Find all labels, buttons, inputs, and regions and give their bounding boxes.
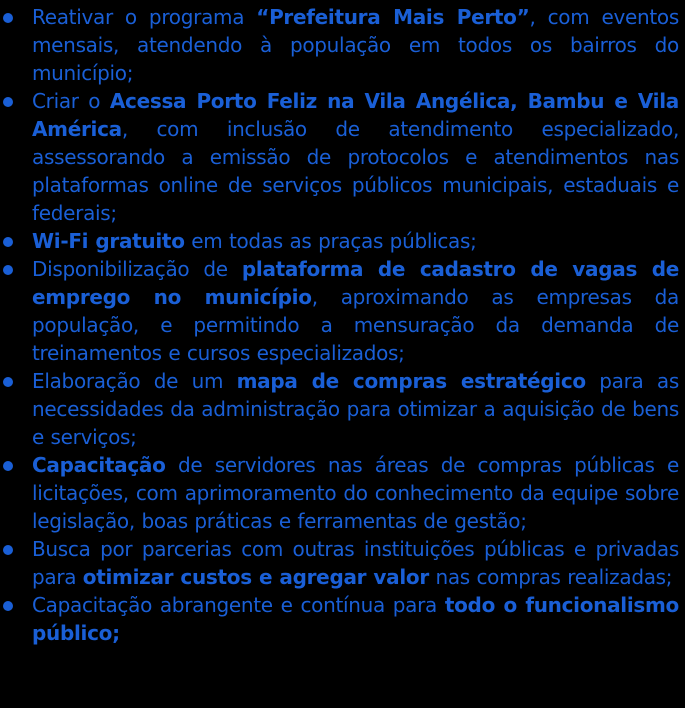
text-run: Capacitação abrangente e contínua para — [32, 593, 445, 617]
list-item-text — [32, 593, 679, 645]
bullet-icon — [3, 545, 13, 555]
bold-text-run: Capacitação — [32, 453, 166, 477]
list-item-text — [32, 369, 679, 449]
list-item — [0, 591, 679, 647]
list-item — [0, 255, 679, 367]
bullet-icon — [3, 461, 13, 471]
bullet-icon — [3, 13, 13, 23]
text-run: de servidores nas áreas de compras públicas e licitações, com aprimoramento do conhecimento da equipe sobre legislação, boas práticas e ferramentas de gestão; — [32, 453, 679, 533]
list-item — [0, 535, 679, 591]
list-item-text — [32, 257, 679, 365]
list-item-text — [32, 537, 679, 589]
text-run: Disponibilização de — [32, 257, 242, 281]
text-run: nas compras realizadas; — [428, 565, 673, 589]
text-run: Elaboração de um — [32, 369, 237, 393]
bullet-icon — [3, 97, 13, 107]
list-item — [0, 367, 679, 451]
list-item — [0, 227, 679, 255]
bold-text-run: plataforma de cadastro de vagas de emprego no município — [32, 257, 679, 309]
text-run: , aproximando as empresas da população, e permitindo a mensuração da demanda de treinamentos e cursos especializados; — [32, 285, 680, 365]
text-run: Criar o — [32, 89, 110, 113]
text-run: em todas as praças públicas; — [184, 229, 477, 253]
list-item-text — [32, 229, 477, 253]
bullet-list — [0, 3, 679, 647]
list-item-text — [32, 89, 679, 225]
bold-text-run: todo o funcionalismo público; — [32, 593, 679, 645]
text-run: Busca por parcerias com outras instituições públicas e privadas para — [32, 537, 679, 589]
list-item — [0, 3, 679, 87]
list-item-text — [32, 5, 679, 85]
bold-text-run: mapa de compras estratégico — [236, 369, 586, 393]
bold-text-run: Wi-Fi gratuito — [32, 229, 185, 253]
list-item — [0, 87, 679, 227]
bullet-icon — [3, 265, 13, 275]
bold-text-run: Acessa Porto Feliz na Vila Angélica, Bambu e Vila América — [32, 89, 679, 141]
text-run: Reativar o programa — [32, 5, 257, 29]
list-item-text — [32, 453, 679, 533]
bold-text-run: “Prefeitura Mais Perto” — [256, 5, 530, 29]
list-item — [0, 451, 679, 535]
bullet-icon — [3, 601, 13, 611]
text-run: , com eventos mensais, atendendo à população em todos os bairros do município; — [32, 5, 679, 85]
bold-text-run: otimizar custos e agregar valor — [82, 565, 429, 589]
text-run: para as necessidades da administração para otimizar a aquisição de bens e serviços; — [32, 369, 679, 449]
bullet-icon — [3, 237, 13, 247]
bullet-icon — [3, 377, 13, 387]
text-run: , com inclusão de atendimento especializado, assessorando a emissão de protocolos e atendimentos nas plataformas online de serviços públicos municipais, estaduais e federais; — [32, 117, 679, 225]
